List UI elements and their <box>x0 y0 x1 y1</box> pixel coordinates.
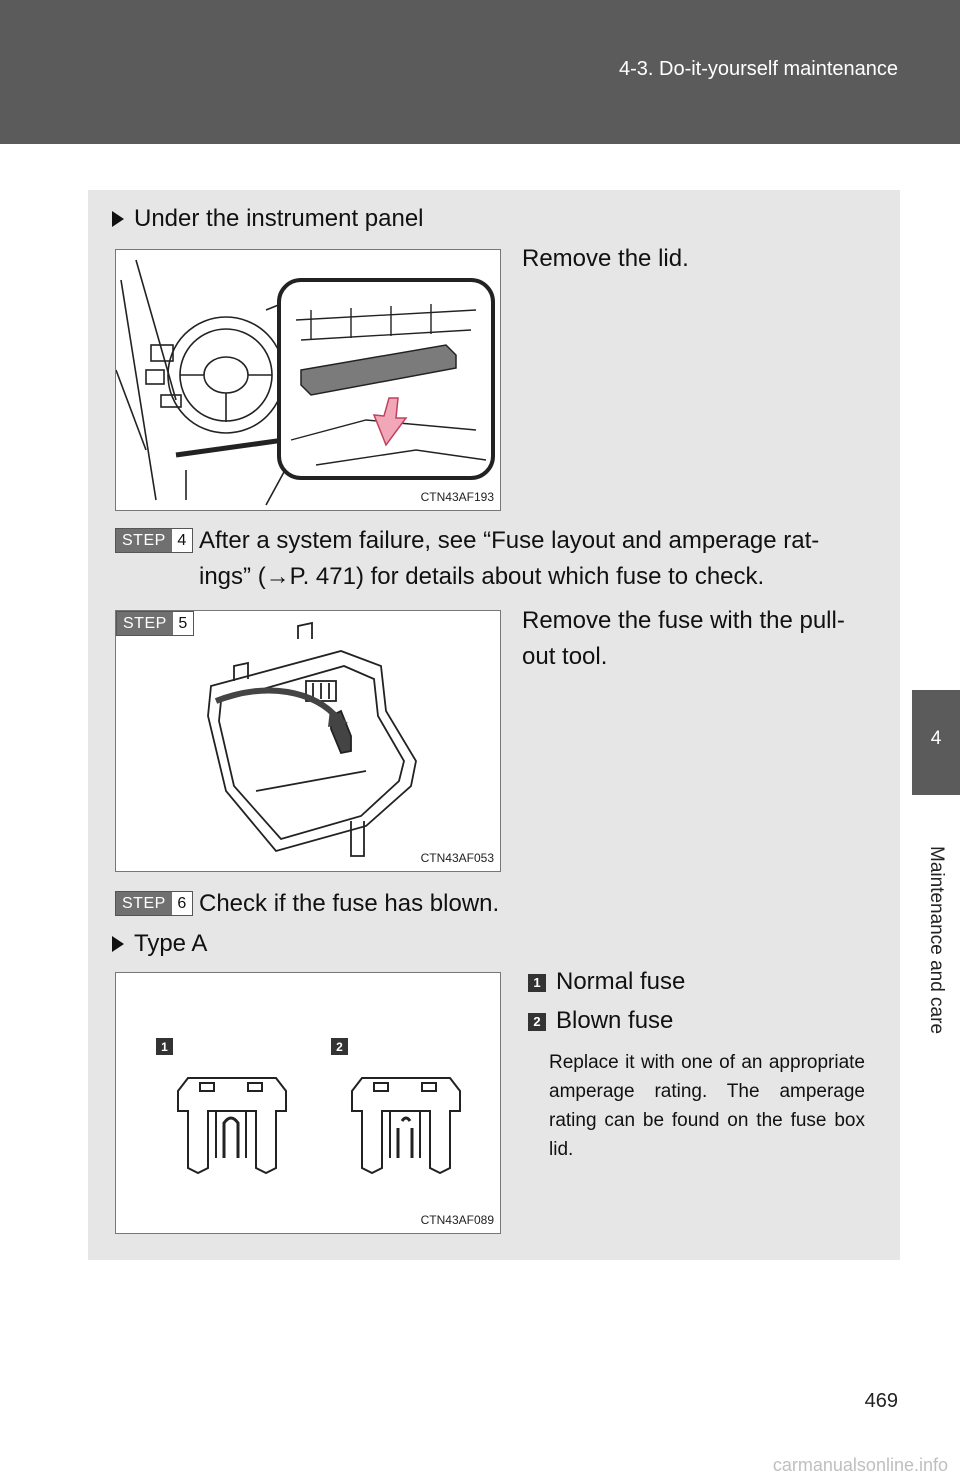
step-word: STEP <box>117 612 173 635</box>
section-heading <box>112 202 424 236</box>
step-4-badge <box>115 528 193 553</box>
chapter-label: Maintenance and care <box>926 845 947 1035</box>
step-6-badge <box>115 891 193 916</box>
legend-blown-fuse <box>528 1004 673 1038</box>
step-6-text: Check if the fuse has blown. <box>199 890 500 917</box>
type-a-heading-text: Type A <box>134 930 208 957</box>
watermark-url: carmanualsonline.info <box>772 1455 948 1475</box>
blown-fuse-drawing <box>352 1078 460 1173</box>
legend-marker-1: 1 <box>528 974 546 992</box>
section-title: 4-3. Do-it-yourself maintenance <box>618 58 898 80</box>
chapter-number: 4 <box>930 728 942 749</box>
step-number: 6 <box>172 892 192 915</box>
fuse-types-illustration <box>116 973 501 1234</box>
section-heading-text: Under the instrument panel <box>134 205 424 232</box>
step-word: STEP <box>116 529 172 552</box>
type-a-heading <box>112 927 207 961</box>
normal-fuse-drawing <box>178 1078 286 1173</box>
legend-label: Blown fuse <box>556 1007 674 1034</box>
legend-label: Normal fuse <box>556 968 686 995</box>
figure-marker-1-label: 1 <box>161 1040 168 1054</box>
page-header <box>0 0 960 144</box>
replacement-note: Replace it with one of an appropriate amperage rating. The amperage rating can be found on the fuse box lid. <box>549 1052 865 1160</box>
legend-marker-2: 2 <box>528 1013 546 1031</box>
fuse-box-figure <box>115 610 501 872</box>
step-4-line-2: ings” (→P. 471) for details about which fuse to check. <box>199 563 765 590</box>
figure-code: CTN43AF089 <box>420 1213 494 1227</box>
step-number: 4 <box>172 529 192 552</box>
step-5-badge <box>116 611 194 636</box>
figure-code: CTN43AF053 <box>420 851 494 865</box>
pointer-arrow-icon <box>112 936 124 952</box>
step-4-line-1: After a system failure, see “Fuse layout and amperage rat- <box>199 527 820 554</box>
step-5-line-2: out tool. <box>522 643 608 670</box>
content-panel <box>88 190 900 1260</box>
figure-marker-2-label: 2 <box>336 1040 343 1054</box>
pointer-arrow-icon <box>112 211 124 227</box>
instrument-panel-figure <box>115 249 501 511</box>
fuse-types-figure <box>115 972 501 1234</box>
chapter-tab <box>912 690 960 795</box>
figure-code: CTN43AF193 <box>420 490 494 504</box>
step-word: STEP <box>116 892 172 915</box>
step-5-line-1: Remove the fuse with the pull- <box>522 607 845 634</box>
step-number: 5 <box>173 612 193 635</box>
page-number: 469 <box>864 1390 898 1412</box>
remove-lid-text: Remove the lid. <box>522 245 689 272</box>
fuse-box-illustration <box>116 611 501 872</box>
instrument-panel-illustration <box>116 250 501 511</box>
legend-normal-fuse <box>528 965 685 999</box>
